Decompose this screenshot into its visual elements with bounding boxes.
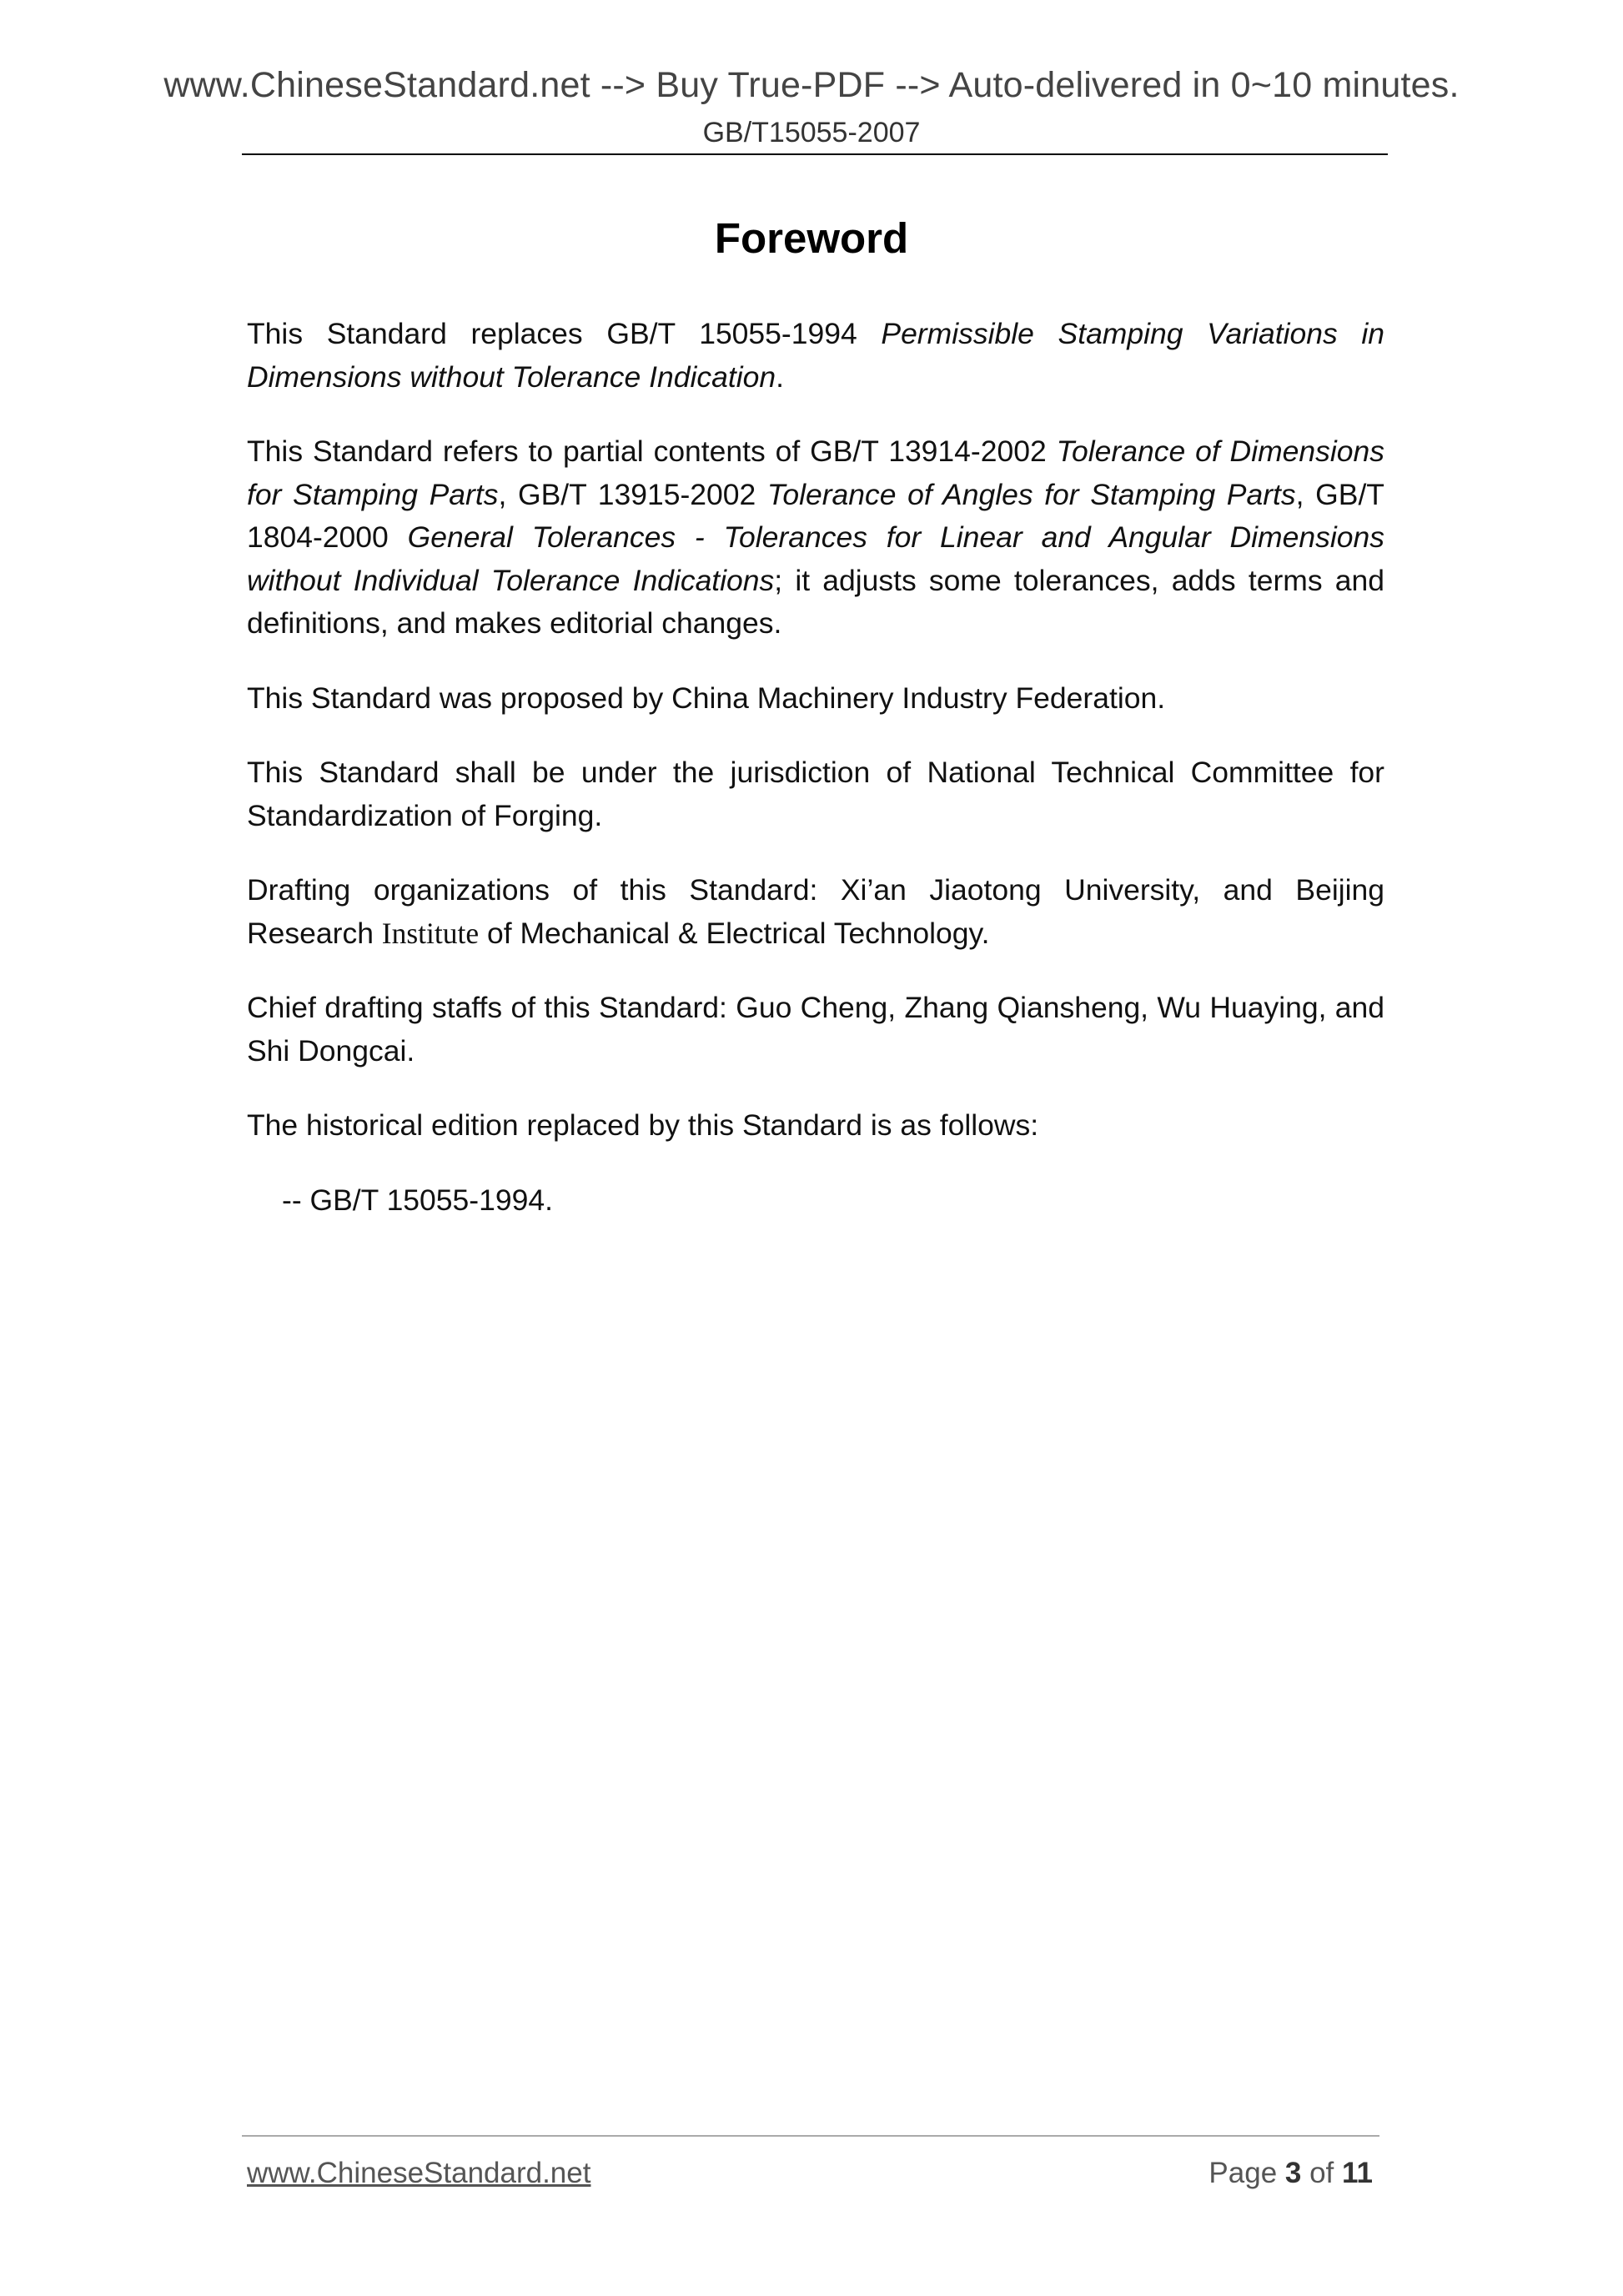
text-span: of (1301, 2157, 1342, 2189)
text-span: ; it adjusts some tolerances, adds terms and definitions, and makes editorial changes. (247, 563, 1384, 640)
standard-title: General Tolerances - Tolerances for Linear and Angular Dimensions without Individual Tolerance Indications (247, 520, 1384, 597)
site-banner: www.ChineseStandard.net --> Buy True-PDF --> Auto-delivered in 0~10 minutes. (163, 65, 1460, 105)
text-span: of Mechanical & Electrical Technology. (479, 916, 990, 950)
text-span: , GB/T 1804-2000 (247, 477, 1384, 554)
paragraph-replaces (247, 313, 1384, 399)
text-span: Drafting organizations of this Standard: Xi’an Jiaotong University, and Beijing Research (247, 873, 1384, 950)
page-title: Foreword (714, 214, 909, 262)
text-span: Page (1208, 2157, 1285, 2189)
text-span: . (776, 359, 784, 394)
document-code: GB/T15055-2007 (702, 117, 921, 148)
total-pages: 11 (1342, 2157, 1373, 2189)
paragraph-refers (247, 430, 1384, 646)
paragraph-drafting-organizations (247, 869, 1384, 955)
page-number (1208, 2157, 1373, 2190)
text-span: Institute (381, 916, 480, 950)
text-span: , GB/T 13915-2002 (498, 477, 767, 511)
standard-title: Permissible Stamping Variations in Dimensions without Tolerance Indication (247, 317, 1385, 394)
list-item: -- GB/T 15055-1994. (282, 1183, 553, 1217)
paragraph-historical-edition: The historical edition replaced by this Standard is as follows: (247, 1108, 1039, 1142)
standard-title: Tolerance of Angles for Stamping Parts (766, 477, 1296, 511)
text-span: This Standard replaces GB/T 15055-1994 (247, 317, 882, 350)
header-divider (242, 153, 1388, 155)
footer-divider (242, 2135, 1379, 2137)
paragraph-jurisdiction: This Standard shall be under the jurisdiction of National Technical Committee for Standardization of Forging. (247, 756, 1384, 832)
standard-title: Tolerance of Dimensions for Stamping Parts (247, 435, 1385, 511)
foreword-body (247, 313, 1384, 1254)
paragraph-proposed: This Standard was proposed by China Machinery Industry Federation. (247, 681, 1166, 715)
current-page: 3 (1284, 2157, 1302, 2189)
footer-site-link[interactable]: www.ChineseStandard.net (247, 2157, 591, 2189)
paragraph-drafting-staffs: Chief drafting staffs of this Standard: Guo Cheng, Zhang Qiansheng, Wu Huaying, and Shi Dongcai. (247, 991, 1384, 1068)
text-span: This Standard refers to partial contents of GB/T 13914-2002 (247, 435, 1057, 468)
